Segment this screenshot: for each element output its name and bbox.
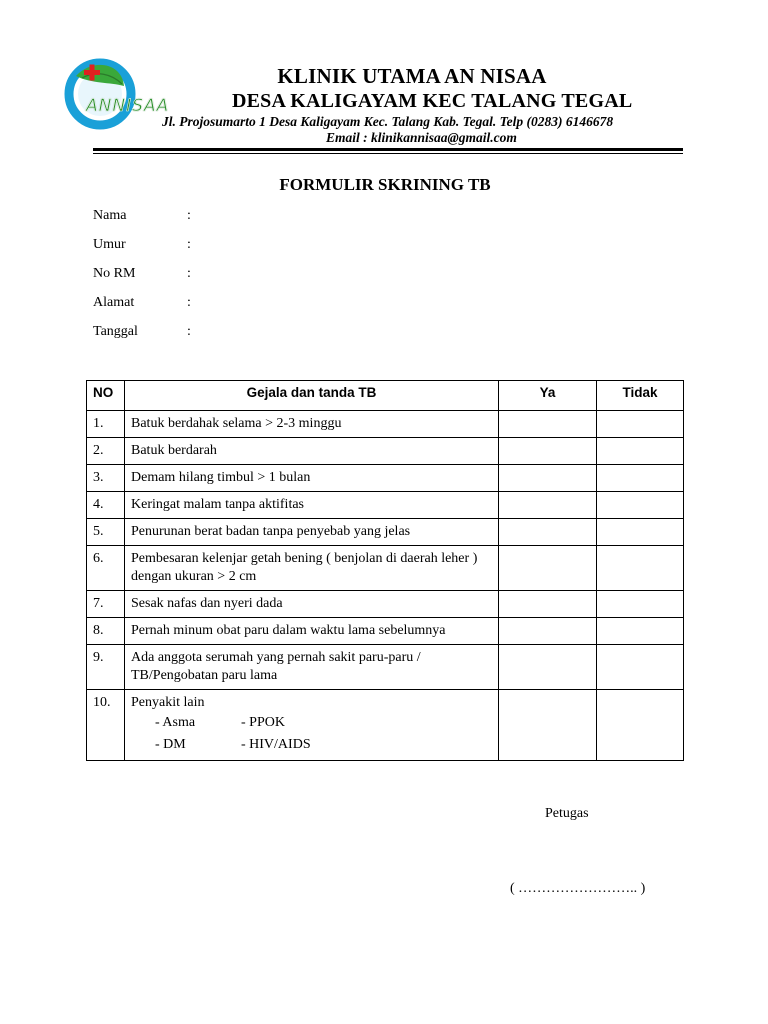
table-row <box>87 438 684 465</box>
table-row <box>87 492 684 519</box>
signature-line[interactable]: ( …………………….. ) <box>510 881 646 896</box>
header-divider-thick <box>93 148 683 151</box>
answer-yes-cell[interactable] <box>499 546 597 591</box>
signature-label: Petugas <box>545 806 589 821</box>
answer-yes-cell[interactable] <box>499 492 597 519</box>
answer-yes-cell[interactable] <box>499 519 597 546</box>
row-number: 9. <box>87 645 125 690</box>
answer-yes-cell[interactable] <box>499 591 597 618</box>
clinic-address: Jl. Projosumarto 1 Desa Kaligayam Kec. Talang Kab. Tegal. Telp (0283) 6146678 <box>162 114 614 129</box>
field-separator: : <box>187 237 191 252</box>
screening-table <box>86 380 684 761</box>
row-symptom: Keringat malam tanpa aktifitas <box>125 492 499 519</box>
answer-yes-cell[interactable] <box>499 411 597 438</box>
answer-yes-cell[interactable] <box>499 465 597 492</box>
header-divider-thin <box>93 153 683 154</box>
row-symptom: Ada anggota serumah yang pernah sakit paru-paru / TB/Pengobatan paru lama <box>125 645 499 690</box>
row-number: 2. <box>87 438 125 465</box>
row-symptom: Sesak nafas dan nyeri dada <box>125 591 499 618</box>
row-symptom: Penurunan berat badan tanpa penyebab yang jelas <box>125 519 499 546</box>
field-tanggal[interactable] <box>93 324 191 340</box>
answer-no-cell[interactable] <box>597 438 684 465</box>
field-separator: : <box>187 266 191 281</box>
row-number: 4. <box>87 492 125 519</box>
answer-no-cell[interactable] <box>597 465 684 492</box>
answer-yes-cell[interactable] <box>499 645 597 690</box>
table-row <box>87 411 684 438</box>
table-row <box>87 618 684 645</box>
sub-option: - Asma <box>155 715 196 730</box>
clinic-name: KLINIK UTAMA AN NISAA <box>277 64 547 88</box>
answer-no-cell[interactable] <box>597 645 684 690</box>
field-alamat[interactable] <box>93 295 191 311</box>
field-separator: : <box>187 295 191 310</box>
field-label: Alamat <box>93 295 135 310</box>
sub-option: - DM <box>155 737 186 752</box>
answer-no-cell[interactable] <box>597 492 684 519</box>
row-number: 1. <box>87 411 125 438</box>
row-symptom: Pembesaran kelenjar getah bening ( benjolan di daerah leher ) dengan ukuran > 2 cm <box>125 546 499 591</box>
table-row <box>87 519 684 546</box>
field-label: Nama <box>93 208 127 223</box>
answer-no-cell[interactable] <box>597 618 684 645</box>
field-umur[interactable] <box>93 237 191 253</box>
row-symptom-label: Penyakit lain <box>131 695 205 710</box>
field-separator: : <box>187 208 191 223</box>
answer-no-cell[interactable] <box>597 690 684 761</box>
answer-no-cell[interactable] <box>597 411 684 438</box>
table-row <box>87 645 684 690</box>
answer-yes-cell[interactable] <box>499 618 597 645</box>
table-row <box>87 690 684 761</box>
row-symptom: Demam hilang timbul > 1 bulan <box>125 465 499 492</box>
row-symptom: Batuk berdarah <box>125 438 499 465</box>
field-label: No RM <box>93 266 136 281</box>
table-header-row <box>87 381 684 411</box>
form-title: FORMULIR SKRINING TB <box>279 175 491 194</box>
field-label: Tanggal <box>93 324 138 339</box>
column-header-no-answer: Tidak <box>597 381 684 411</box>
column-header-symptom: Gejala dan tanda TB <box>125 381 499 411</box>
row-symptom: Pernah minum obat paru dalam waktu lama sebelumnya <box>125 618 499 645</box>
field-no-rm[interactable] <box>93 266 191 282</box>
column-header-yes: Ya <box>499 381 597 411</box>
row-number: 6. <box>87 546 125 591</box>
table-row <box>87 591 684 618</box>
sub-option: - PPOK <box>241 715 285 730</box>
row-number: 7. <box>87 591 125 618</box>
row-number: 3. <box>87 465 125 492</box>
sub-option: - HIV/AIDS <box>241 737 311 752</box>
sub-option-line <box>155 712 492 734</box>
column-header-no: NO <box>87 381 125 411</box>
row-symptom: Batuk berdahak selama > 2-3 minggu <box>125 411 499 438</box>
answer-yes-cell[interactable] <box>499 690 597 761</box>
table-row <box>87 465 684 492</box>
answer-no-cell[interactable] <box>597 591 684 618</box>
field-label: Umur <box>93 237 126 252</box>
table-row <box>87 546 684 591</box>
answer-no-cell[interactable] <box>597 546 684 591</box>
sub-option-line <box>155 734 492 756</box>
clinic-location: DESA KALIGAYAM KEC TALANG TEGAL <box>232 90 633 112</box>
row-number: 8. <box>87 618 125 645</box>
answer-yes-cell[interactable] <box>499 438 597 465</box>
row-number: 10. <box>87 690 125 761</box>
row-number: 5. <box>87 519 125 546</box>
row-symptom <box>125 690 499 761</box>
answer-no-cell[interactable] <box>597 519 684 546</box>
field-separator: : <box>187 324 191 339</box>
field-nama[interactable] <box>93 208 191 224</box>
logo-text: ANNISAA <box>86 96 170 116</box>
clinic-email: Email : klinikannisaa@gmail.com <box>326 130 517 145</box>
